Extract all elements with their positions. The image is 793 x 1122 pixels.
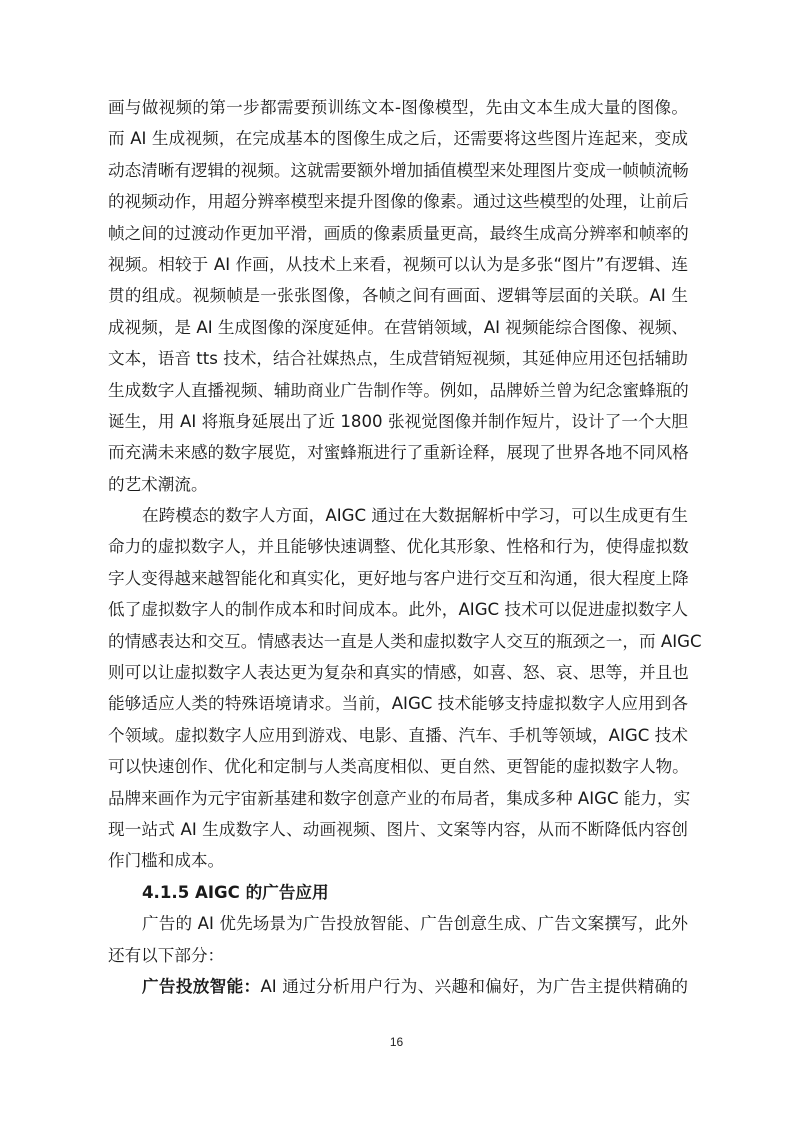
text-line: 品牌来画作为元宇宙新基建和数字创意产业的布局者，集成多种 AIGC 能力，实: [108, 788, 691, 808]
text-line: 能够适应人类的特殊语境请求。当前，AIGC 技术能够支持虚拟数字人应用到各: [108, 694, 688, 714]
text-line: 命力的虚拟数字人，并且能够快速调整、优化其形象、性格和行为，使得虚拟数: [108, 537, 689, 557]
paragraph-video-generation: [108, 92, 688, 500]
text-line: 个领域。虚拟数字人应用到游戏、电影、直播、汽车、手机等领域，AIGC 技术: [108, 725, 688, 745]
text-line: 贯的组成。视频帧是一张张图像，各帧之间有画面、逻辑等层面的关联。AI 生: [108, 286, 688, 306]
paragraph-ad-delivery: [108, 971, 688, 1002]
text-line: 而充满未来感的数字展览，对蜜蜂瓶进行了重新诠释，展现了世界各地不同风格: [108, 443, 689, 463]
text-line: 成视频，是 AI 生成图像的深度延伸。在营销领域，AI 视频能综合图像、视频、: [108, 317, 688, 337]
text-line: 则可以让虚拟数字人表达更为复杂和真实的情感，如喜、怒、哀、思等，并且也: [108, 663, 689, 683]
text-line: 在跨模态的数字人方面，AIGC 通过在大数据解析中学习，可以生成更有生: [142, 506, 688, 526]
text-line: 可以快速创作、优化和定制与人类高度相似、更自然、更智能的虚拟数字人物。: [108, 757, 689, 777]
ad-delivery-lead: 广告投放智能：: [142, 976, 261, 996]
text-line: 动态清晰有逻辑的视频。这就需要额外增加插值模型来处理图片变成一帧帧流畅: [108, 160, 689, 180]
text-line: 低了虚拟数字人的制作成本和时间成本。此外，AIGC 技术可以促进虚拟数字人: [108, 600, 688, 620]
section-heading: 4.1.5 AIGC 的广告应用: [142, 882, 329, 902]
text-line: 诞生，用 AI 将瓶身延展出了近 1800 张视觉图像并制作短片，设计了一个大胆: [108, 411, 688, 431]
text-line: 现一站式 AI 生成数字人、动画视频、图片、文案等内容，从而不断降低内容创: [108, 819, 688, 839]
paragraph-ad-scenarios: [108, 908, 688, 971]
text-line: 画与做视频的第一步都需要预训练文本-图像模型，先由文本生成大量的图像。: [108, 98, 688, 117]
text-line: 广告的 AI 优先场景为广告投放智能、广告创意生成、广告文案撰写，此外: [142, 914, 688, 934]
text-line: 生成数字人直播视频、辅助商业广告制作等。例如，品牌娇兰曾为纪念蜜蜂瓶的: [108, 380, 689, 400]
text-line: 的艺术潮流。: [108, 474, 208, 494]
page-number: 16: [389, 1035, 404, 1049]
text-line: 而 AI 生成视频，在完成基本的图像生成之后，还需要将这些图片连起来，变成: [108, 129, 688, 149]
text-line: 文本，语音 tts 技术，结合社媒热点，生成营销短视频，其延伸应用还包括辅助: [108, 349, 688, 369]
text-line: 帧之间的过渡动作更加平滑，画质的像素质量更高，最终生成高分辨率和帧率的: [108, 223, 689, 243]
text-line: 作门槛和成本。: [108, 851, 225, 871]
text-line: 还有以下部分：: [108, 945, 225, 965]
ad-delivery-text: AI 通过分析用户行为、兴趣和偏好，为广告主提供精确的: [260, 976, 688, 996]
text-line: 视频。相较于 AI 作画，从技术上来看，视频可以认为是多张“图片”有逻辑、连: [108, 254, 688, 274]
text-line: 的视频动作，用超分辨率模型来提升图像的像素。通过这些模型的处理，让前后: [108, 192, 689, 212]
text-line: 字人变得越来越智能化和真实化，更好地与客户进行交互和沟通，很大程度上降: [108, 568, 689, 588]
body-text: [108, 92, 702, 1002]
text-line: 的情感表达和交互。情感表达一直是人类和虚拟数字人交互的瓶颈之一，而 AIGC: [108, 631, 702, 651]
paragraph-digital-human: [108, 500, 702, 877]
